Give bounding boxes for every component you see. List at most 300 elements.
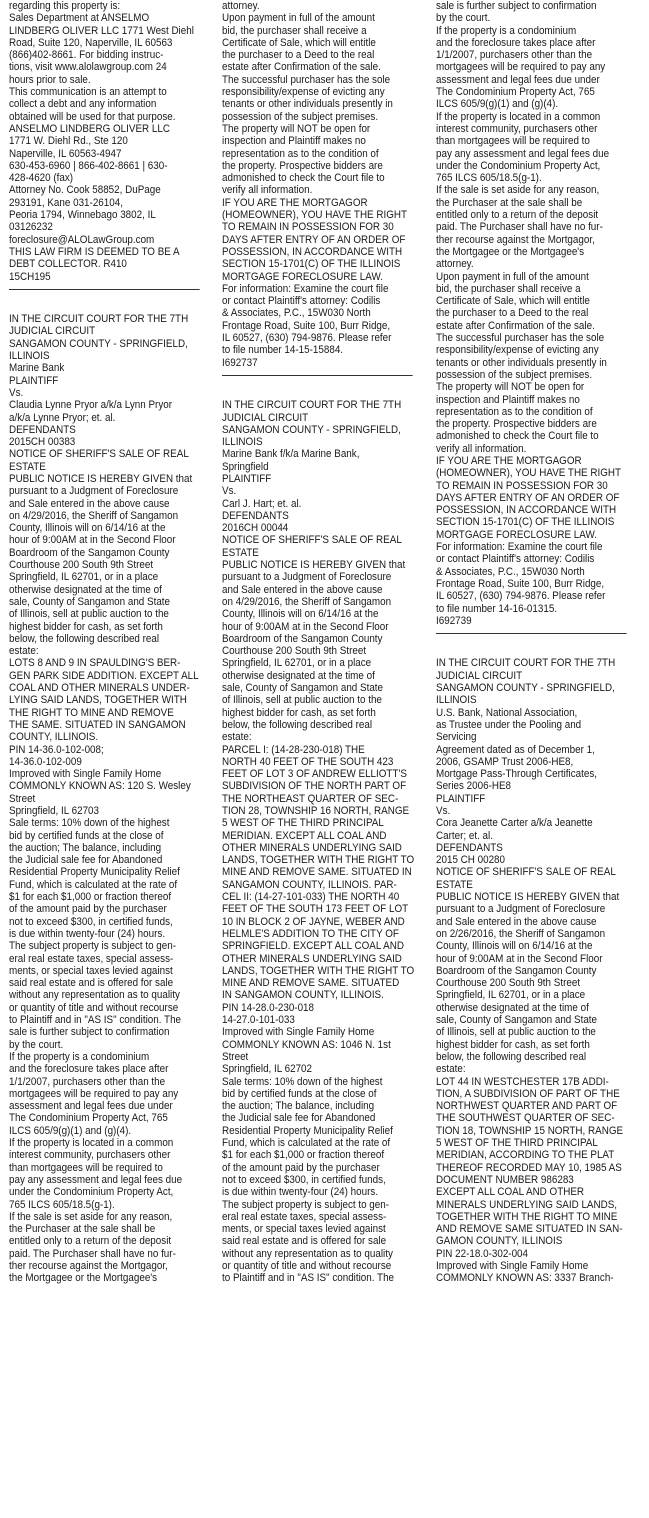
notice-text-line: FEET OF THE SOUTH 173 FEET OF LOT [222, 903, 409, 916]
notice-text-line: to Plaintiff and in "AS IS" condition. The [9, 1014, 182, 1027]
notice-separator-rule [436, 633, 627, 634]
notice-text-line: $1 for each $1,000 or fraction thereof [222, 1149, 385, 1162]
notice-text-line: Boardroom of the Sangamon County [222, 632, 383, 645]
notice-text-line: of the amount paid by the purchaser [222, 1161, 380, 1174]
notice-text-line: 630-453-6960 | 866-402-8661 | 630- [9, 159, 168, 172]
notice-text-line: THE NORTHEAST QUARTER OF SEC- [222, 792, 399, 805]
notice-text-line: ILLINOIS [436, 694, 477, 707]
notice-text-line: verify all information. [436, 442, 527, 455]
notice-text-line: Vs. [9, 386, 24, 399]
notice-text-line: representation as to the condition of [436, 405, 593, 418]
notice-text-line: Fund, which is calculated at the rate of [222, 1137, 391, 1150]
notice-text-line: FEET OF LOT 3 OF ANDREW ELLIOTT'S [222, 768, 407, 781]
notice-text-line: without any representation as to quality [222, 1247, 393, 1260]
notice-text-line: the purchaser to a Deed to the real [436, 307, 589, 320]
notice-text-line: Carter; et. al. [436, 829, 493, 842]
notice-text-line: attorney. [436, 258, 474, 271]
notice-text-line: representation as to the condition of [222, 147, 379, 160]
notice-text-line: 1771 W. Diehl Rd., Ste 120 [9, 135, 128, 148]
notice-text-line: sale, County of Sangamon and State [222, 682, 384, 695]
notice-text-line: County, Illinois will on 6/14/16 at the [222, 608, 379, 621]
notice-text-line: Certificate of Sale, which will entitle [436, 295, 590, 308]
notice-text-line: otherwise designated at the time of [436, 1001, 589, 1014]
notice-text-line: ILCS 605/9(g)(1) and (g)(4). [9, 1124, 132, 1137]
notice-text-line: IF YOU ARE THE MORTGAGOR [436, 454, 582, 467]
notice-text-line: ther recourse against the Mortgagor, [436, 233, 595, 246]
notice-text-line: below, the following described real [222, 718, 373, 731]
notice-text-line: If the property is located in a common [436, 110, 601, 123]
notice-text-line: ESTATE [222, 546, 259, 559]
notice-text-line: DEFENDANTS [9, 423, 76, 436]
notice-text-line: admonished to check the Court file to [436, 430, 599, 443]
notice-text-line: Upon payment in full of the amount [222, 12, 375, 25]
notice-text-line: of Illinois, sell at public auction to the [436, 1026, 596, 1039]
notice-text-line: NOTICE OF SHERIFF'S SALE OF REAL [436, 866, 616, 879]
notice-text-line: the auction; The balance, including [9, 841, 162, 854]
notice-text-line: the Judicial sale fee for Abandoned [222, 1112, 376, 1125]
notice-text-line: THIS LAW FIRM IS DEEMED TO BE A [9, 245, 180, 258]
notice-text-line: LOTS 8 AND 9 IN SPAULDING'S BER- [9, 657, 181, 670]
notice-text-line: estate: [222, 731, 252, 744]
notice-text-line: of the amount paid by the purchaser [9, 903, 167, 916]
notice-text-line: sale is further subject to confirmation [436, 0, 597, 12]
notice-text-line: LANDS, TOGETHER WITH THE RIGHT TO [222, 854, 415, 867]
notice-text-line: 14-27.0-101-033 [222, 1014, 295, 1027]
notice-text-line: POSSESSION, IN ACCORDANCE WITH [436, 504, 617, 517]
notice-text-line: LYING SAID LANDS, TOGETHER WITH [9, 694, 187, 707]
notice-text-line: on 4/29/2016, the Sheriff of Sangamon [9, 509, 179, 522]
notice-text-line: hours prior to sale. [9, 73, 91, 86]
notice-text-line: For information: Examine the court file [436, 541, 603, 554]
notice-text-line: tenants or other individuals presently in [222, 98, 393, 111]
notice-text-line: Residential Property Municipality Relief [9, 866, 180, 879]
notice-text-line: County, Illinois will on 6/14/16 at the [436, 940, 593, 953]
notice-text-line: COMMONLY KNOWN AS: 1046 N. 1st [222, 1038, 391, 1051]
notice-text-line: NORTH 40 FEET OF THE SOUTH 423 [222, 755, 394, 768]
notice-text-line: 1/1/2007, purchasers other than the [436, 49, 593, 62]
notice-text-line: 14-36.0-102-009 [9, 755, 82, 768]
notice-text-line: the property. Prospective bidders are [222, 159, 383, 172]
notice-text-line: IN THE CIRCUIT COURT FOR THE 7TH [436, 657, 616, 670]
notice-text-line: Street [222, 1050, 249, 1063]
notice-text-line: LOT 44 IN WESTCHESTER 17B ADDI- [436, 1075, 609, 1088]
notice-text-line: said real estate and is offered for sale [222, 1235, 387, 1248]
notice-text-line: & Associates, P.C., 15W030 North [222, 307, 371, 320]
notice-text-line: otherwise designated at the time of [9, 583, 162, 596]
notice-text-line: DEFENDANTS [222, 509, 289, 522]
notice-text-line: Cora Jeanette Carter a/k/a Jeanette [436, 817, 593, 830]
blank-line [436, 645, 618, 657]
notice-text-line: and the foreclosure takes place after [9, 1063, 169, 1076]
notice-text-line: OTHER MINERALS UNDERLYING SAID [222, 841, 402, 854]
notice-separator-rule [9, 289, 200, 290]
notice-text-line: IN THE CIRCUIT COURT FOR THE 7TH [9, 313, 189, 326]
notice-text-line: Claudia Lynne Pryor a/k/a Lynn Pryor [9, 399, 173, 412]
notice-text-line: DEBT COLLECTOR. R410 [9, 258, 127, 271]
notice-text-line: Boardroom of the Sangamon County [9, 546, 170, 559]
notice-text-line: inspection and Plaintiff makes no [436, 393, 580, 406]
notice-text-line: OTHER MINERALS UNDERLYING SAID [222, 952, 402, 965]
notice-separator-rule [222, 375, 413, 376]
notice-text-line: pay any assessment and legal fees due [436, 147, 610, 160]
notice-text-line: a/k/a Lynne Pryor; et. al. [9, 411, 116, 424]
notice-text-line: If the sale is set aside for any reason, [9, 1210, 173, 1223]
notice-text-line: Courthouse 200 South 9th Street [9, 559, 154, 572]
notice-text-line: COMMONLY KNOWN AS: 3337 Branch- [436, 1272, 614, 1285]
notice-text-line: of Illinois, sell at public auction to the [222, 694, 382, 707]
notice-text-line: IL 60527, (630) 794-9876. Please refer [222, 332, 392, 345]
notice-text-line: The Condominium Property Act, 765 [436, 86, 595, 99]
notice-text-line: the Purchaser at the sale shall be [436, 196, 583, 209]
notice-text-line: HELMLE'S ADDITION TO THE CITY OF [222, 927, 399, 940]
notice-text-line: 293191, Kane 031-26104, [9, 196, 123, 209]
notice-text-line: ILLINOIS [9, 350, 50, 363]
notice-text-line: ESTATE [9, 460, 46, 473]
notice-text-line: highest bidder for cash, as set forth [222, 706, 376, 719]
notice-text-line: on 4/29/2016, the Sheriff of Sangamon [222, 595, 392, 608]
notice-text-line: PIN 14-36.0-102-008; [9, 743, 104, 756]
notice-text-line: LINDBERG OLIVER LLC 1771 West Diehl [9, 24, 194, 37]
notice-text-line: NORTHWEST QUARTER AND PART OF [436, 1100, 618, 1113]
notice-text-line: by the court. [436, 12, 491, 25]
notice-text-line: POSSESSION, IN ACCORDANCE WITH [222, 245, 403, 258]
notice-text-line: Sale terms: 10% down of the highest [9, 817, 170, 830]
notice-text-line: NOTICE OF SHERIFF'S SALE OF REAL [9, 448, 189, 461]
notice-text-line: sale, County of Sangamon and State [9, 595, 171, 608]
notice-text-line: without any representation as to quality [9, 989, 180, 1002]
notice-text-line: Improved with Single Family Home [9, 768, 162, 781]
notice-text-line: Road, Suite 120, Naperville, IL 60563 [9, 36, 173, 49]
notice-text-line: Agreement dated as of December 1, [436, 743, 595, 756]
notice-text-line: and Sale entered in the above cause [9, 497, 170, 510]
notice-text-line: mortgagees will be required to pay any [9, 1087, 179, 1100]
notice-text-line: the auction; The balance, including [222, 1100, 375, 1113]
notice-text-line: MORTGAGE FORECLOSURE LAW. [436, 528, 597, 541]
notice-text-line: ments, or special taxes levied against [9, 964, 173, 977]
notice-text-line: DEFENDANTS [436, 841, 503, 854]
notice-text-line: $1 for each $1,000 or fraction thereof [9, 891, 172, 904]
notice-text-line: 2015CH 00383 [9, 436, 76, 449]
notice-text-line: 1/1/2007, purchasers other than the [9, 1075, 166, 1088]
notice-text-line: assessment and legal fees due under [9, 1100, 173, 1113]
notice-text-line: I692737 [222, 356, 258, 369]
notice-text-line: 15CH195 [9, 270, 51, 283]
notice-text-line: For information: Examine the court file [222, 282, 389, 295]
notice-text-line: Improved with Single Family Home [222, 1026, 375, 1039]
notice-text-line: and the foreclosure takes place after [436, 36, 596, 49]
notice-text-line: verify all information. [222, 184, 313, 197]
notice-text-line: PLAINTIFF [9, 374, 59, 387]
notice-text-line: 2016CH 00044 [222, 522, 289, 535]
notice-text-line: PIN 14-28.0-230-018 [222, 1001, 315, 1014]
notice-text-line: MORTGAGE FORECLOSURE LAW. [222, 270, 383, 283]
notice-text-line: SECTION 15-1701(C) OF THE ILLINOIS [222, 258, 401, 271]
notice-text-line: Springfield [222, 460, 269, 473]
notice-text-line: LANDS, TOGETHER WITH THE RIGHT TO [222, 964, 415, 977]
notice-text-line: 10 IN BLOCK 2 OF JAYNE, WEBER AND [222, 915, 405, 928]
notice-text-line: under the Condominium Property Act, [436, 159, 601, 172]
notice-text-line: foreclosure@ALOLawGroup.com [9, 233, 155, 246]
notice-text-line: is due within twenty-four (24) hours. [222, 1186, 379, 1199]
notice-text-line: hour of 9:00AM at in the Second Floor [222, 620, 389, 633]
notice-text-line: ments, or special taxes levied against [222, 1223, 386, 1236]
notice-text-line: paid. The Purchaser shall have no fur- [9, 1247, 176, 1260]
notice-text-line: Naperville, IL 60563-4947 [9, 147, 122, 160]
notice-text-line: Springfield, IL 62702 [222, 1063, 313, 1076]
notice-text-line: THE RIGHT TO MINE AND REMOVE [9, 706, 174, 719]
notice-text-line: 5 WEST OF THE THIRD PRINCIPAL [436, 1137, 598, 1150]
notice-text-line: tions, visit www.alolawgroup.com 24 [9, 61, 167, 74]
notice-text-line: THE SAME. SITUATED IN SANGAMON [9, 718, 186, 731]
notice-text-line: and Sale entered in the above cause [436, 915, 597, 928]
notice-text-line: & Associates, P.C., 15W030 North [436, 565, 585, 578]
notice-text-line: than mortgagees will be required to [9, 1161, 163, 1174]
notice-text-line: GAMON COUNTY, ILLINOIS [436, 1235, 563, 1248]
notice-text-line: the Judicial sale fee for Abandoned [9, 854, 163, 867]
notice-text-line: eral real estate taxes, special assess- [9, 952, 174, 965]
notice-text-line: (866)402-8661. For bidding instruc- [9, 49, 164, 62]
notice-text-line: attorney. [222, 0, 260, 12]
notice-text-line: is due within twenty-four (24) hours. [9, 927, 166, 940]
notice-text-line: COAL AND OTHER MINERALS UNDER- [9, 682, 190, 695]
notice-text-line: PARCEL I: (14-28-230-018) THE [222, 743, 365, 756]
notice-text-line: DAYS AFTER ENTRY OF AN ORDER OF [436, 491, 620, 504]
notice-text-line: SANGAMON COUNTY - SPRINGFIELD, [9, 337, 188, 350]
notice-text-line: by the court. [9, 1038, 64, 1051]
notice-text-line: U.S. Bank, National Association, [436, 706, 578, 719]
notice-text-line: ILCS 605/9(g)(1) and (g)(4). [436, 98, 559, 111]
notice-text-line: TOGETHER WITH THE RIGHT TO MINE [436, 1210, 618, 1223]
notice-text-line: I692739 [436, 614, 472, 627]
notice-text-line: If the property is a condominium [436, 24, 577, 37]
notice-text-line: bid, the purchaser shall receive a [222, 24, 367, 37]
notice-text-line: TION 18, TOWNSHIP 15 NORTH, RANGE [436, 1124, 624, 1137]
notice-text-line: or contact Plaintiff's attorney: Codilis [222, 295, 381, 308]
notice-text-line: SANGAMON COUNTY - SPRINGFIELD, [222, 423, 401, 436]
notice-text-line: otherwise designated at the time of [222, 669, 375, 682]
notice-text-line: estate after Confirmation of the sale. [436, 319, 595, 332]
notice-text-line: MINERALS UNDERLYING SAID LANDS, [436, 1198, 618, 1211]
notice-text-line: DAYS AFTER ENTRY OF AN ORDER OF [222, 233, 406, 246]
notice-text-line: sale is further subject to confirmation [9, 1026, 170, 1039]
notice-text-line: AND REMOVE SAME SITUATED IN SAN- [436, 1223, 623, 1236]
notice-text-line: PLAINTIFF [222, 472, 272, 485]
notice-text-line: Courthouse 200 South 9th Street [436, 977, 581, 990]
notice-text-line: 5 WEST OF THE THIRD PRINCIPAL [222, 817, 384, 830]
notice-text-line: Improved with Single Family Home [436, 1259, 589, 1272]
notice-text-line: 428-4620 (fax) [9, 172, 74, 185]
notice-text-line: PUBLIC NOTICE IS HEREBY GIVEN that [436, 891, 620, 904]
notice-text-line: SANGAMON COUNTY - SPRINGFIELD, [436, 682, 615, 695]
notice-text-line: Springfield, IL 62703 [9, 805, 100, 817]
notice-text-line: estate: [9, 645, 39, 658]
notice-text-line: pursuant to a Judgment of Foreclosure [436, 903, 606, 916]
notice-text-line: CEL II: (14-27-101-033) THE NORTH 40 [222, 891, 400, 904]
notice-text-line: not to exceed $300, in certified funds, [222, 1173, 386, 1186]
notice-text-line: below, the following described real [9, 632, 160, 645]
notice-text-line: said real estate and is offered for sale [9, 977, 174, 990]
notice-text-line: Springfield, IL 62701, or in a place [436, 989, 586, 1002]
notice-text-line: entitled only to a return of the deposit [9, 1235, 172, 1248]
notice-text-line: hour of 9:00AM at in the Second Floor [9, 534, 176, 547]
notice-text-line: Upon payment in full of the amount [436, 270, 589, 283]
notice-text-line: The property will NOT be open for [222, 122, 371, 135]
notice-text-line: (HOMEOWNER), YOU HAVE THE RIGHT [436, 467, 622, 480]
notice-text-line: Vs. [436, 805, 451, 817]
notice-text-line: assessment and legal fees due under [436, 73, 600, 86]
notice-text-line: Vs. [222, 485, 237, 498]
notice-text-line: the property. Prospective bidders are [436, 418, 597, 431]
notice-text-line: The successful purchaser has the sole [436, 332, 605, 345]
notice-text-line: ESTATE [436, 878, 473, 891]
notice-text-line: highest bidder for cash, as set forth [9, 620, 163, 633]
notice-text-line: Residential Property Municipality Relief [222, 1124, 393, 1137]
notice-text-line: 03126232 [9, 221, 53, 234]
notice-text-line: responsibility/expense of evicting any [436, 344, 599, 357]
notice-text-line: Springfield, IL 62701, or in a place [9, 571, 159, 584]
notice-text-line: THEREOF RECORDED MAY 10, 1985 AS [436, 1161, 622, 1174]
notice-text-line: The subject property is subject to gen- [222, 1198, 390, 1211]
notice-text-line: JUDICIAL CIRCUIT [9, 325, 96, 338]
notice-text-line: GEN PARK SIDE ADDITION. EXCEPT ALL [9, 669, 199, 682]
notice-text-line: possession of the subject premises. [436, 368, 593, 381]
notice-text-line: Boardroom of the Sangamon County [436, 964, 597, 977]
notice-text-line: sale, County of Sangamon and State [436, 1014, 598, 1027]
notice-text-line: as Trustee under the Pooling and [436, 718, 582, 731]
notice-text-line: Sales Department at ANSELMO [9, 12, 150, 25]
notice-text-line: Series 2006-HE8 [436, 780, 512, 793]
notice-text-line: interest community, purchasers other [436, 122, 598, 135]
notice-text-line: to Plaintiff and in "AS IS" condition. The [222, 1272, 395, 1285]
notice-text-line: inspection and Plaintiff makes no [222, 135, 366, 148]
notice-text-line: IF YOU ARE THE MORTGAGOR [222, 196, 368, 209]
notice-text-line: 2006, GSAMP Trust 2006-HE8, [436, 755, 574, 768]
notice-text-line: possession of the subject premises. [222, 110, 379, 123]
notice-text-line: pursuant to a Judgment of Foreclosure [222, 571, 392, 584]
notice-text-line: JUDICIAL CIRCUIT [222, 411, 309, 424]
notice-text-line: This communication is an attempt to [9, 86, 167, 99]
notice-text-line: The Condominium Property Act, 765 [9, 1112, 168, 1125]
notice-text-line: DOCUMENT NUMBER 986283 [436, 1173, 574, 1186]
notice-text-line: ANSELMO LINDBERG OLIVER LLC [9, 122, 170, 135]
notice-text-line: MINE AND REMOVE SAME. SITUATED [222, 977, 400, 990]
blank-line [9, 301, 191, 313]
notice-text-line: estate after Confirmation of the sale. [222, 61, 381, 74]
notice-text-line: PIN 22-18.0-302-004 [436, 1247, 529, 1260]
notice-text-line: PUBLIC NOTICE IS HEREBY GIVEN that [9, 472, 193, 485]
notice-text-line: The property will NOT be open for [436, 381, 585, 394]
notice-text-line: Certificate of Sale, which will entitle [222, 36, 376, 49]
notice-text-line: PUBLIC NOTICE IS HEREBY GIVEN that [222, 559, 406, 572]
notice-text-line: Sale terms: 10% down of the highest [222, 1075, 383, 1088]
notice-text-line: bid, the purchaser shall receive a [436, 282, 581, 295]
notice-text-line: ILLINOIS [222, 436, 263, 449]
notice-text-line: ther recourse against the Mortgagor, [9, 1259, 168, 1272]
notice-text-line: on 2/26/2016, the Sheriff of Sangamon [436, 927, 606, 940]
notice-text-line: If the property is a condominium [9, 1050, 150, 1063]
notice-text-line: pay any assessment and legal fees due [9, 1173, 183, 1186]
notice-text-line: SANGAMON COUNTY, ILLINOIS. PAR- [222, 878, 397, 891]
notice-text-line: the purchaser to a Deed to the real [222, 49, 375, 62]
notice-text-line: COUNTY, ILLINOIS. [9, 731, 99, 744]
notice-text-line: (HOMEOWNER), YOU HAVE THE RIGHT [222, 209, 408, 222]
notice-text-line: or quantity of title and without recourse [222, 1259, 392, 1272]
notice-text-line: SUBDIVISION OF THE NORTH PART OF [222, 780, 407, 793]
notice-text-line: of Illinois, sell at public auction to the [9, 608, 169, 621]
notice-text-line: Marine Bank [9, 362, 65, 375]
notice-text-line: IL 60527, (630) 794-9876. Please refer [436, 590, 606, 603]
notice-text-line: eral real estate taxes, special assess- [222, 1210, 387, 1223]
notice-text-line: responsibility/expense of evicting any [222, 86, 385, 99]
notice-text-line: or quantity of title and without recourse [9, 1001, 179, 1014]
notice-text-line: below, the following described real [436, 1050, 587, 1063]
notice-text-line: The subject property is subject to gen- [9, 940, 177, 953]
notice-text-line: IN THE CIRCUIT COURT FOR THE 7TH [222, 399, 402, 412]
notice-text-line: Servicing [436, 731, 477, 744]
notice-text-line: SPRINGFIELD. EXCEPT ALL COAL AND [222, 940, 404, 953]
notice-text-line: Frontage Road, Suite 100, Burr Ridge, [222, 319, 391, 332]
legal-notices-column-2 [222, 0, 415, 1285]
notice-text-line: EXCEPT ALL COAL AND OTHER [436, 1186, 585, 1199]
notice-text-line: 765 ILCS 605/18.5(g-1). [436, 172, 542, 185]
notice-text-line: Marine Bank f/k/a Marine Bank, [222, 448, 360, 461]
notice-text-line: TO REMAIN IN POSSESSION FOR 30 [436, 479, 608, 492]
notice-text-line: Peoria 1794, Winnebago 3802, IL [9, 209, 156, 222]
legal-notices-column-1 [9, 0, 199, 1285]
notice-text-line: paid. The Purchaser shall have no fur- [436, 221, 603, 234]
notice-text-line: Frontage Road, Suite 100, Burr Ridge, [436, 577, 605, 590]
notice-text-line: to file number 14-15-15884. [222, 344, 344, 357]
notice-text-line: hour of 9:00AM at in the Second Floor [436, 952, 603, 965]
notice-text-line: Carl J. Hart; et. al. [222, 497, 302, 510]
notice-text-line: Attorney No. Cook 58852, DuPage [9, 184, 161, 197]
notice-text-line: THE SOUTHWEST QUARTER OF SEC- [436, 1112, 615, 1125]
notice-text-line: Springfield, IL 62701, or in a place [222, 657, 372, 670]
notice-text-line: County, Illinois will on 6/14/16 at the [9, 522, 166, 535]
notice-text-line: the Purchaser at the sale shall be [9, 1223, 156, 1236]
notice-text-line: JUDICIAL CIRCUIT [436, 669, 523, 682]
notice-text-line: mortgagees will be required to pay any [436, 61, 606, 74]
notice-text-line: obtained will be used for that purpose. [9, 110, 176, 123]
notice-text-line: TION 28, TOWNSHIP 16 NORTH, RANGE [222, 805, 410, 817]
notice-text-line: SECTION 15-1701(C) OF THE ILLINOIS [436, 516, 615, 529]
notice-text-line: collect a debt and any information [9, 98, 157, 111]
notice-text-line: the Mortgagee or the Mortgagee's [436, 245, 585, 258]
notice-text-line: MERIDIAN, ACCORDING TO THE PLAT [436, 1149, 615, 1162]
notice-text-line: to file number 14-16-01315. [436, 602, 558, 615]
notice-text-line: estate: [436, 1063, 466, 1076]
notice-text-line: the Mortgagee or the Mortgagee's [9, 1272, 158, 1285]
blank-line [222, 387, 404, 399]
notice-text-line: NOTICE OF SHERIFF'S SALE OF REAL [222, 534, 402, 547]
notice-text-line: entitled only to a return of the deposit [436, 209, 599, 222]
notice-text-line: 2015 CH 00280 [436, 854, 506, 867]
notice-text-line: or contact Plaintiff's attorney: Codilis [436, 553, 595, 566]
notice-text-line: IN SANGAMON COUNTY, ILLINOIS. [222, 989, 384, 1002]
notice-text-line: highest bidder for cash, as set forth [436, 1038, 590, 1051]
notice-text-line: Fund, which is calculated at the rate of [9, 878, 178, 891]
notice-text-line: If the property is located in a common [9, 1137, 174, 1150]
notice-text-line: MINE AND REMOVE SAME. SITUATED IN [222, 866, 412, 879]
notice-text-line: TO REMAIN IN POSSESSION FOR 30 [222, 221, 394, 234]
notice-text-line: bid by certified funds at the close of [222, 1087, 377, 1100]
notice-text-line: If the sale is set aside for any reason, [436, 184, 600, 197]
notice-text-line: not to exceed $300, in certified funds, [9, 915, 173, 928]
notice-text-line: Street [9, 792, 36, 805]
notice-text-line: regarding this property is: [9, 0, 121, 12]
notice-text-line: under the Condominium Property Act, [9, 1186, 174, 1199]
notice-text-line: Courthouse 200 South 9th Street [222, 645, 367, 658]
